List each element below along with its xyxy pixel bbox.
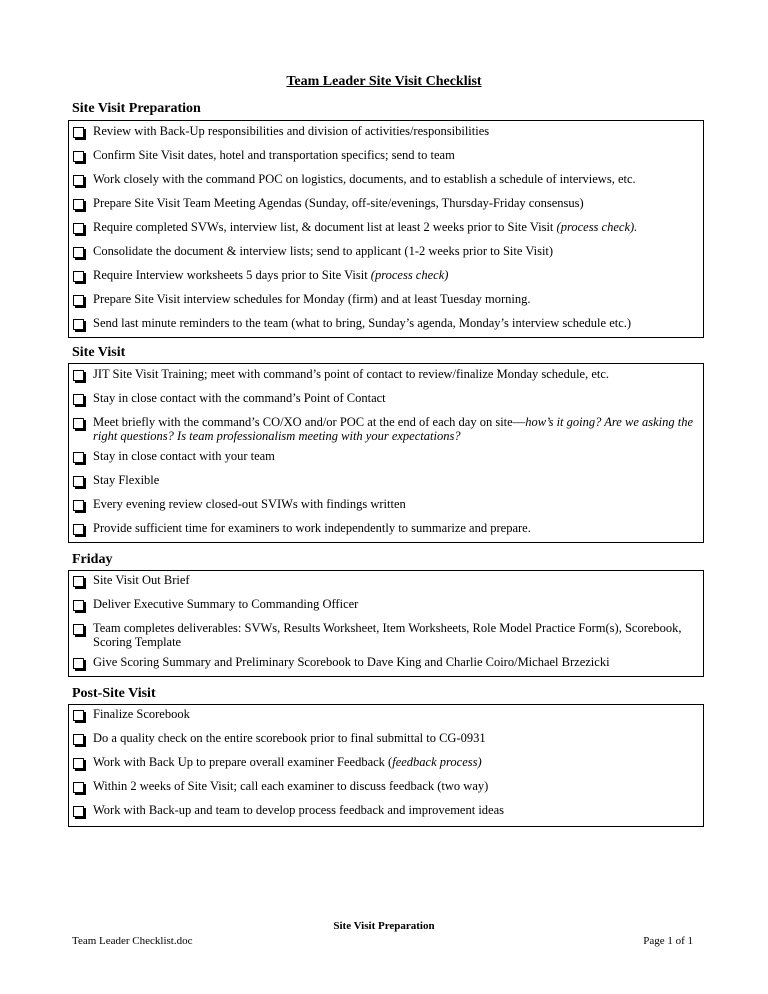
- checkbox-icon[interactable]: [73, 758, 84, 769]
- checkbox-icon[interactable]: [73, 806, 84, 817]
- checkbox-icon[interactable]: [73, 151, 84, 162]
- checkbox-icon[interactable]: [73, 319, 84, 330]
- checkbox-icon[interactable]: [73, 734, 84, 745]
- section-heading-preparation: Site Visit Preparation: [72, 101, 201, 116]
- checkbox-icon[interactable]: [73, 524, 84, 535]
- footer-filename: Team Leader Checklist.doc: [72, 935, 193, 947]
- checklist-item[interactable]: Within 2 weeks of Site Visit; call each examiner to discuss feedback (two way): [73, 779, 699, 794]
- section-box-friday: [68, 570, 704, 677]
- checkbox-icon[interactable]: [73, 394, 84, 405]
- checkbox-icon[interactable]: [73, 199, 84, 210]
- checkbox-icon[interactable]: [73, 271, 84, 282]
- checklist-item[interactable]: Deliver Executive Summary to Commanding Officer: [73, 597, 699, 612]
- checkbox-icon[interactable]: [73, 223, 84, 234]
- checkbox-icon[interactable]: [73, 600, 84, 611]
- checklist-item[interactable]: Meet briefly with the command’s CO/XO and/or POC at the end of each day on site—how’s it going? Are we asking the right questions? Is team professionalism meeting with your expectations?: [73, 415, 699, 443]
- checkbox-icon[interactable]: [73, 710, 84, 721]
- checkbox-icon[interactable]: [73, 127, 84, 138]
- checklist-item[interactable]: Stay Flexible: [73, 473, 699, 488]
- checkbox-icon[interactable]: [73, 476, 84, 487]
- section-box-site-visit: [68, 363, 704, 543]
- checkbox-icon[interactable]: [73, 247, 84, 258]
- checklist-item[interactable]: Require completed SVWs, interview list, & document list at least 2 weeks prior to Site Visit (process check).: [73, 220, 699, 235]
- checklist-item[interactable]: Do a quality check on the entire scorebook prior to final submittal to CG-0931: [73, 731, 699, 746]
- checkbox-icon[interactable]: [73, 782, 84, 793]
- checklist-item[interactable]: Send last minute reminders to the team (what to bring, Sunday’s agenda, Monday’s interview schedule etc.): [73, 316, 699, 331]
- section-heading-post-site-visit: Post-Site Visit: [72, 686, 156, 701]
- checklist-item[interactable]: JIT Site Visit Training; meet with command’s point of contact to review/finalize Monday schedule, etc.: [73, 367, 699, 382]
- page-title: Team Leader Site Visit Checklist: [286, 74, 482, 89]
- checklist-item[interactable]: Give Scoring Summary and Preliminary Scorebook to Dave King and Charlie Coiro/Michael Brzezicki: [73, 655, 699, 670]
- checklist-item[interactable]: Stay in close contact with the command’s Point of Contact: [73, 391, 699, 406]
- checklist-item[interactable]: Work closely with the command POC on logistics, documents, and to establish a schedule of interviews, etc.: [73, 172, 699, 187]
- section-box-post-site-visit: [68, 704, 704, 827]
- checklist-item[interactable]: Consolidate the document & interview lists; send to applicant (1-2 weeks prior to Site Visit): [73, 244, 699, 259]
- checklist-item[interactable]: Every evening review closed-out SVIWs with findings written: [73, 497, 699, 512]
- section-heading-site-visit: Site Visit: [72, 345, 126, 360]
- checklist-item[interactable]: Prepare Site Visit interview schedules for Monday (firm) and at least Tuesday morning.: [73, 292, 699, 307]
- checkbox-icon[interactable]: [73, 658, 84, 669]
- checklist-item[interactable]: Require Interview worksheets 5 days prior to Site Visit (process check): [73, 268, 699, 283]
- checklist-item[interactable]: Site Visit Out Brief: [73, 573, 699, 588]
- checklist-item[interactable]: Team completes deliverables: SVWs, Results Worksheet, Item Worksheets, Role Model Practice Form(s), Scorebook, Scoring Template: [73, 621, 699, 649]
- checkbox-icon[interactable]: [73, 452, 84, 463]
- section-heading-friday: Friday: [72, 552, 113, 567]
- checkbox-icon[interactable]: [73, 295, 84, 306]
- checklist-item[interactable]: Prepare Site Visit Team Meeting Agendas (Sunday, off-site/evenings, Thursday-Friday consensus): [73, 196, 699, 211]
- checklist-item[interactable]: Work with Back Up to prepare overall examiner Feedback (feedback process): [73, 755, 699, 770]
- checkbox-icon[interactable]: [73, 576, 84, 587]
- checklist-item[interactable]: Confirm Site Visit dates, hotel and transportation specifics; send to team: [73, 148, 699, 163]
- checkbox-icon[interactable]: [73, 418, 84, 429]
- checkbox-icon[interactable]: [73, 624, 84, 635]
- checklist-item[interactable]: Finalize Scorebook: [73, 707, 699, 722]
- footer-section-title: Site Visit Preparation: [333, 920, 435, 932]
- checkbox-icon[interactable]: [73, 370, 84, 381]
- checkbox-icon[interactable]: [73, 175, 84, 186]
- checklist-item[interactable]: Review with Back-Up responsibilities and division of activities/responsibilities: [73, 124, 699, 139]
- checkbox-icon[interactable]: [73, 500, 84, 511]
- section-box-preparation: [68, 120, 704, 338]
- checklist-item[interactable]: Work with Back-up and team to develop process feedback and improvement ideas: [73, 803, 699, 818]
- checklist-item[interactable]: Provide sufficient time for examiners to work independently to summarize and prepare.: [73, 521, 699, 536]
- footer-page-number: Page 1 of 1: [643, 935, 693, 947]
- checklist-item[interactable]: Stay in close contact with your team: [73, 449, 699, 464]
